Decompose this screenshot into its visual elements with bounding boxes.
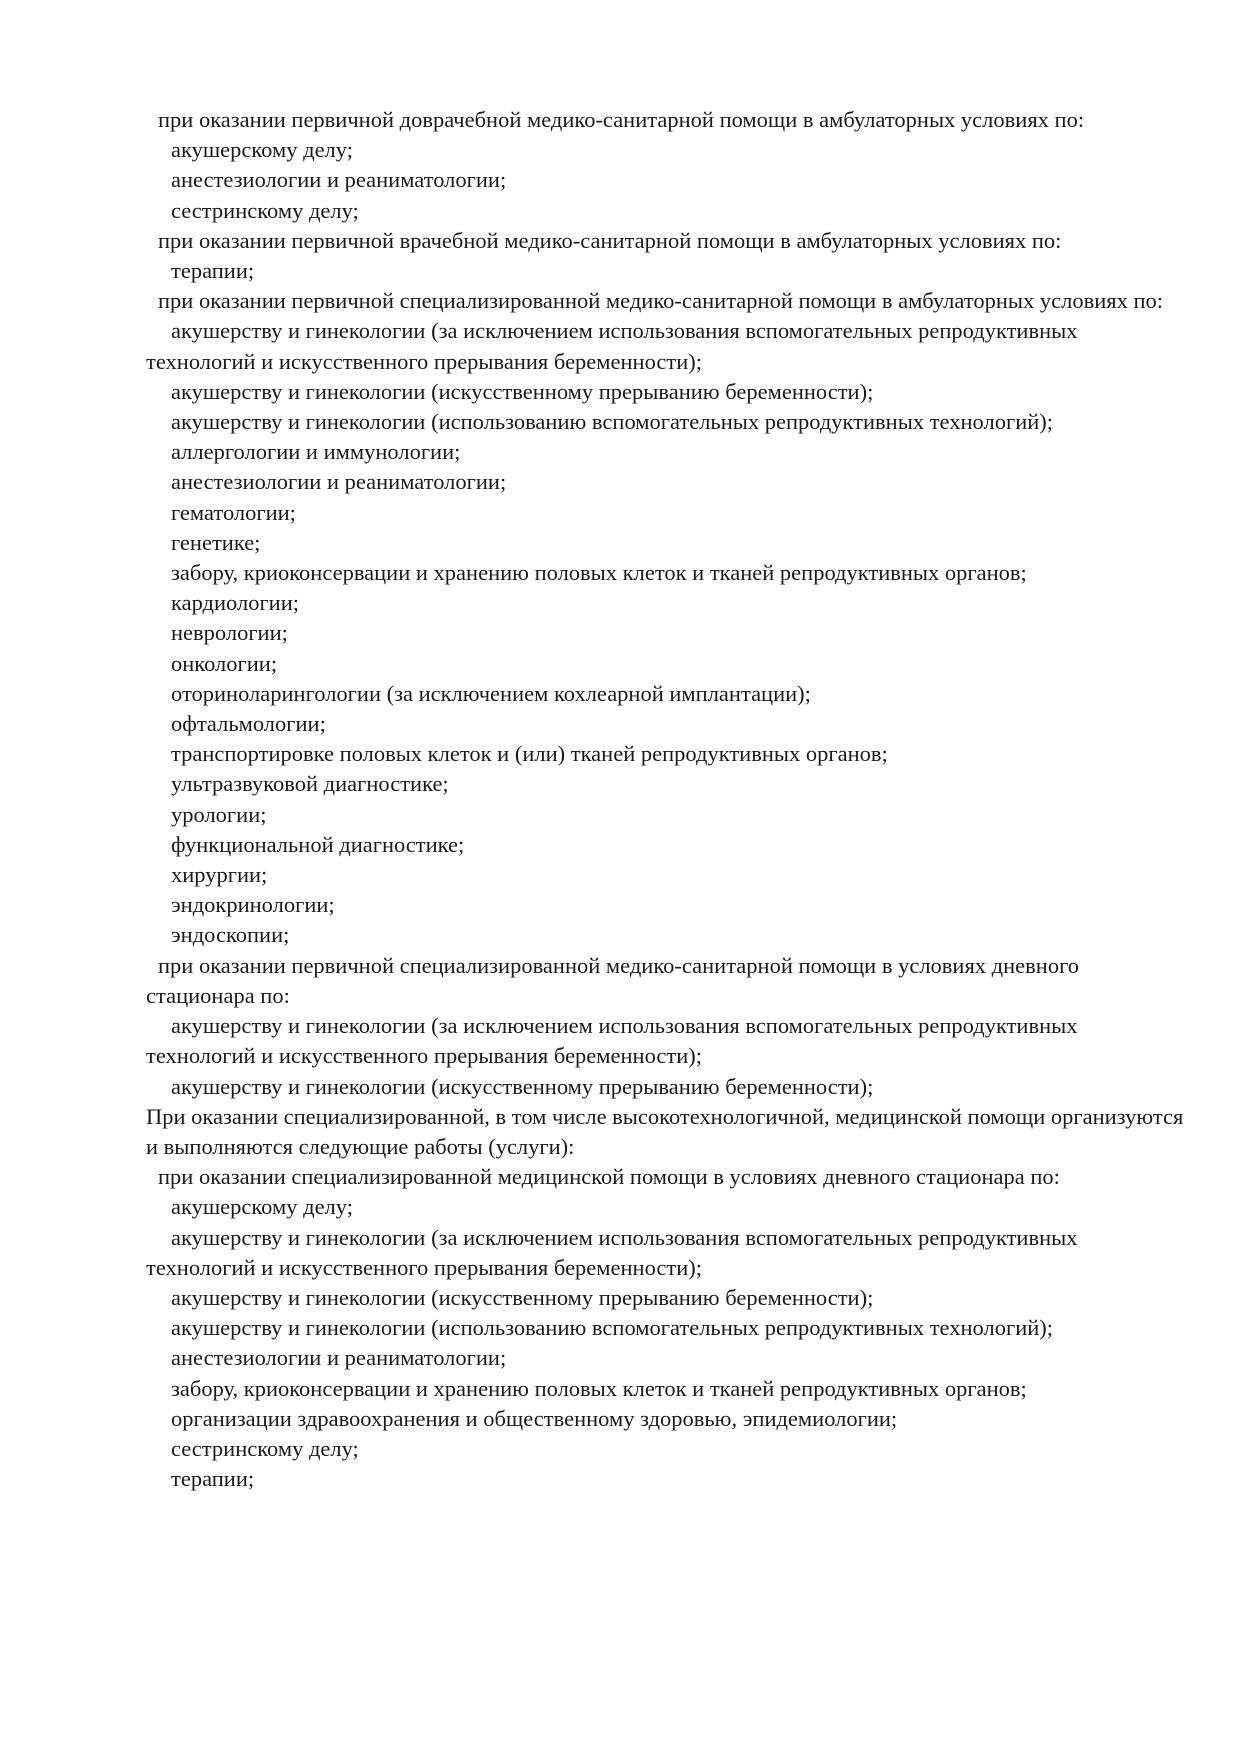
- list-item: организации здравоохранения и общественному здоровью, эпидемиологии;: [171, 1405, 898, 1431]
- list-item: офтальмологии;: [171, 711, 326, 737]
- list-item: анестезиологии и реаниматологии;: [171, 469, 507, 495]
- list-item: анестезиологии и реаниматологии;: [171, 1345, 507, 1371]
- list-item: урологии;: [171, 801, 267, 827]
- list-item: сестринскому делу;: [171, 1435, 359, 1461]
- list-item: анестезиологии и реаниматологии;: [171, 167, 507, 193]
- list-item: эндокринологии;: [171, 892, 335, 918]
- list-item: генетике;: [171, 529, 261, 555]
- list-item: акушерству и гинекологии (использованию вспомогательных репродуктивных технологий);: [171, 1315, 1054, 1341]
- list-item: терапии;: [171, 1466, 255, 1492]
- list-item: аллергологии и иммунологии;: [171, 439, 461, 465]
- list-item: ультразвуковой диагностике;: [171, 771, 449, 797]
- list-item: акушерству и гинекологии (искусственному прерыванию беременности);: [171, 1073, 874, 1099]
- list-item: неврологии;: [171, 620, 288, 646]
- document-page: [146, 105, 1186, 1494]
- paragraph: при оказании первичной специализированной медико-санитарной помощи в условиях дневного стационара по:: [146, 952, 1079, 1008]
- list-item: акушерству и гинекологии (искусственному прерыванию беременности);: [171, 378, 874, 404]
- list-item: онкологии;: [171, 650, 278, 676]
- list-item: оториноларингологии (за исключением кохлеарной имплантации);: [171, 680, 811, 706]
- list-item: эндоскопии;: [171, 922, 290, 948]
- list-item: терапии;: [171, 258, 255, 284]
- list-item: акушерству и гинекологии (использованию вспомогательных репродуктивных технологий);: [171, 409, 1054, 435]
- list-item: забору, криоконсервации и хранению половых клеток и тканей репродуктивных органов;: [171, 1375, 1027, 1401]
- list-item: кардиологии;: [171, 590, 300, 616]
- paragraph: при оказании специализированной медицинской помощи в условиях дневного стационара по:: [158, 1164, 1060, 1190]
- list-item: сестринскому делу;: [171, 197, 359, 223]
- list-item: акушерству и гинекологии (за исключением использования вспомогательных репродуктивных технологий и искусственного прерывания беременности);: [146, 1013, 1078, 1069]
- paragraph: при оказании первичной доврачебной медико-санитарной помощи в амбулаторных условиях по:: [158, 107, 1085, 132]
- paragraph: При оказании специализированной, в том числе высокотехнологичной, медицинской помощи организуются и выполняются следующие работы (услуги):: [146, 1103, 1184, 1159]
- list-item: гематологии;: [171, 499, 296, 525]
- list-item: забору, криоконсервации и хранению половых клеток и тканей репродуктивных органов;: [171, 560, 1027, 586]
- list-item: транспортировке половых клеток и (или) тканей репродуктивных органов;: [171, 741, 888, 767]
- list-item: функциональной диагностике;: [171, 831, 465, 857]
- list-item: акушерству и гинекологии (искусственному прерыванию беременности);: [171, 1284, 874, 1310]
- paragraph: при оказании первичной специализированной медико-санитарной помощи в амбулаторных условиях по:: [158, 288, 1164, 314]
- list-item: акушерскому делу;: [171, 1194, 353, 1220]
- list-item: акушерству и гинекологии (за исключением использования вспомогательных репродуктивных технологий и искусственного прерывания беременности);: [146, 1224, 1078, 1280]
- paragraph: при оказании первичной врачебной медико-санитарной помощи в амбулаторных условиях по:: [158, 227, 1062, 253]
- list-item: акушерскому делу;: [171, 137, 353, 163]
- list-item: хирургии;: [171, 862, 268, 888]
- list-item: акушерству и гинекологии (за исключением использования вспомогательных репродуктивных технологий и искусственного прерывания беременности);: [146, 318, 1078, 374]
